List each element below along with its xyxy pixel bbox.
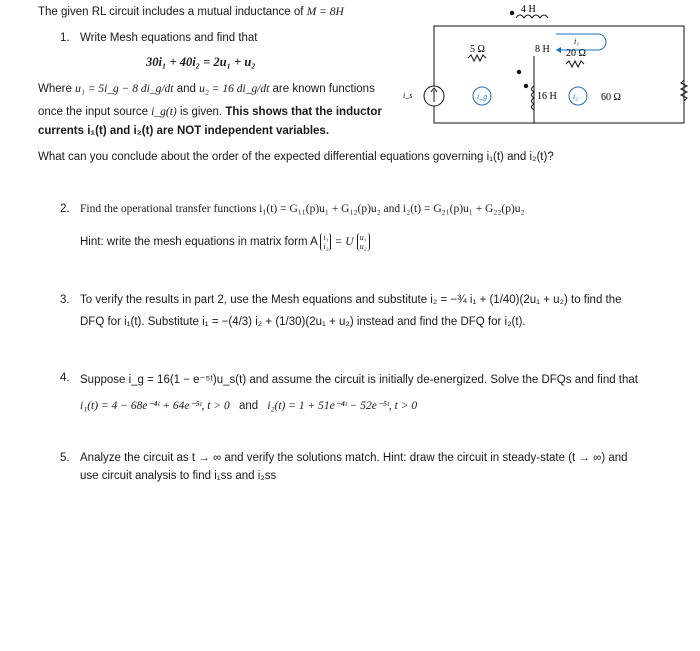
r2-label: 20 Ω xyxy=(566,48,586,59)
q2-text: Find the operational transfer functions i₁(t) = G₁₁(p)u₁ + G₁₂(p)u₂ and i₂(t) = G₂₁(p)u₁ + G₂₂(p)u₂ xyxy=(80,203,525,215)
q1-line2-a: once the input source xyxy=(38,106,148,118)
q5-number: 5. xyxy=(60,452,70,464)
q3-number: 3. xyxy=(60,294,70,306)
q1-text: Write Mesh equations and find that xyxy=(80,32,258,44)
q1-line2-b: is given. xyxy=(179,106,223,118)
q1-line2-ig: i_g(t) xyxy=(151,106,177,118)
q5-line1: Analyze the circuit as t → ∞ and verify the solutions match. Hint: draw the circuit in steady-state (t → ∞) and xyxy=(80,452,628,464)
l1-label: 8 H xyxy=(535,44,550,55)
dot-marker-mid xyxy=(517,70,521,74)
q1-number: 1. xyxy=(60,32,70,44)
mesh-label-ig: i_g xyxy=(477,92,488,101)
q1-line2 xyxy=(38,106,382,118)
q4-line1: Suppose i_g = 16(1 − e⁻⁵ᵗ)u_s(t) and assume the circuit is initially de-energized. Solve the DFQs and find that xyxy=(80,374,638,386)
q1-known: are known functions xyxy=(272,83,375,95)
q3-line2: DFQ for i₁(t). Substitute i₁ = −(4/3) i₂ + (1/30)(2u₁ + u₂) instead and find the DFQ for i₂(t). xyxy=(80,316,526,328)
q1-line2-bold: This shows that the inductor xyxy=(225,106,382,118)
r3-label: 60 Ω xyxy=(601,92,621,103)
q5-line2: use circuit analysis to find i₁ss and i₂ss xyxy=(80,470,277,482)
q2-number: 2. xyxy=(60,203,70,215)
q2-hint-line xyxy=(80,233,370,251)
q1-and: and xyxy=(176,83,196,95)
mesh-label-i1: i₁ xyxy=(574,37,580,46)
q3-line1: To verify the results in part 2, use the Mesh equations and substitute i₂ = −¾ i₁ + (1/40)(2u₁ + u₂) to find the xyxy=(80,294,622,306)
q4-and: and xyxy=(238,400,259,412)
q2-hint: Hint: write the mesh equations in matrix form A xyxy=(80,236,318,249)
intro-line xyxy=(38,6,344,18)
q1-u1-expr: u₁ = 5i_g − 8 di_g/dt xyxy=(75,83,174,95)
q4-sol1: i₁(t) = 4 − 68e⁻⁴ᵗ + 64e⁻⁵ᵗ, t > 0 xyxy=(80,400,230,412)
intro-text: The given RL circuit includes a mutual inductance of xyxy=(38,6,304,18)
matrix-inputs: u₁ u₂ xyxy=(357,233,370,251)
mutual-coil-top xyxy=(516,15,548,18)
r1-resistor xyxy=(468,55,486,61)
matrix-currents: i₁ i₂ xyxy=(320,233,331,251)
q1-equation: 30i₁ + 40i₂ = 2u₁ + u₂ xyxy=(146,55,256,69)
dot-marker-top xyxy=(510,11,514,15)
mesh-label-i2: i₂ xyxy=(573,92,579,101)
q4-sol2: i₂(t) = 1 + 51e⁻⁴ᵗ − 52e⁻⁵ᵗ, t > 0 xyxy=(267,400,418,412)
mesh-arrow-i1-head xyxy=(556,47,561,53)
q2-hint-tail: = U xyxy=(334,236,354,249)
r1-label: 5 Ω xyxy=(470,44,485,55)
l2-label: 16 H xyxy=(537,91,557,102)
mutual-label: 4 H xyxy=(521,4,536,15)
q1-where-line xyxy=(38,83,375,95)
q1-u2-expr: u₂ = 16 di_g/dt xyxy=(199,83,270,95)
dot-marker-low xyxy=(524,84,528,88)
source-label: i_s xyxy=(403,91,413,100)
circuit-diagram xyxy=(398,0,700,130)
r2-resistor xyxy=(566,61,584,67)
q4-solutions xyxy=(80,398,417,412)
q1-question: What can you conclude about the order of the expected differential equations governing i₁(t) and i₂(t)? xyxy=(38,151,554,163)
intro-mutual-eq: M = 8H xyxy=(306,6,344,18)
wire-frame xyxy=(434,26,684,123)
q1-where: Where xyxy=(38,83,72,95)
q1-line3: currents i₁(t) and i₂(t) are NOT independent variables. xyxy=(38,125,330,137)
q4-number: 4. xyxy=(60,372,70,384)
